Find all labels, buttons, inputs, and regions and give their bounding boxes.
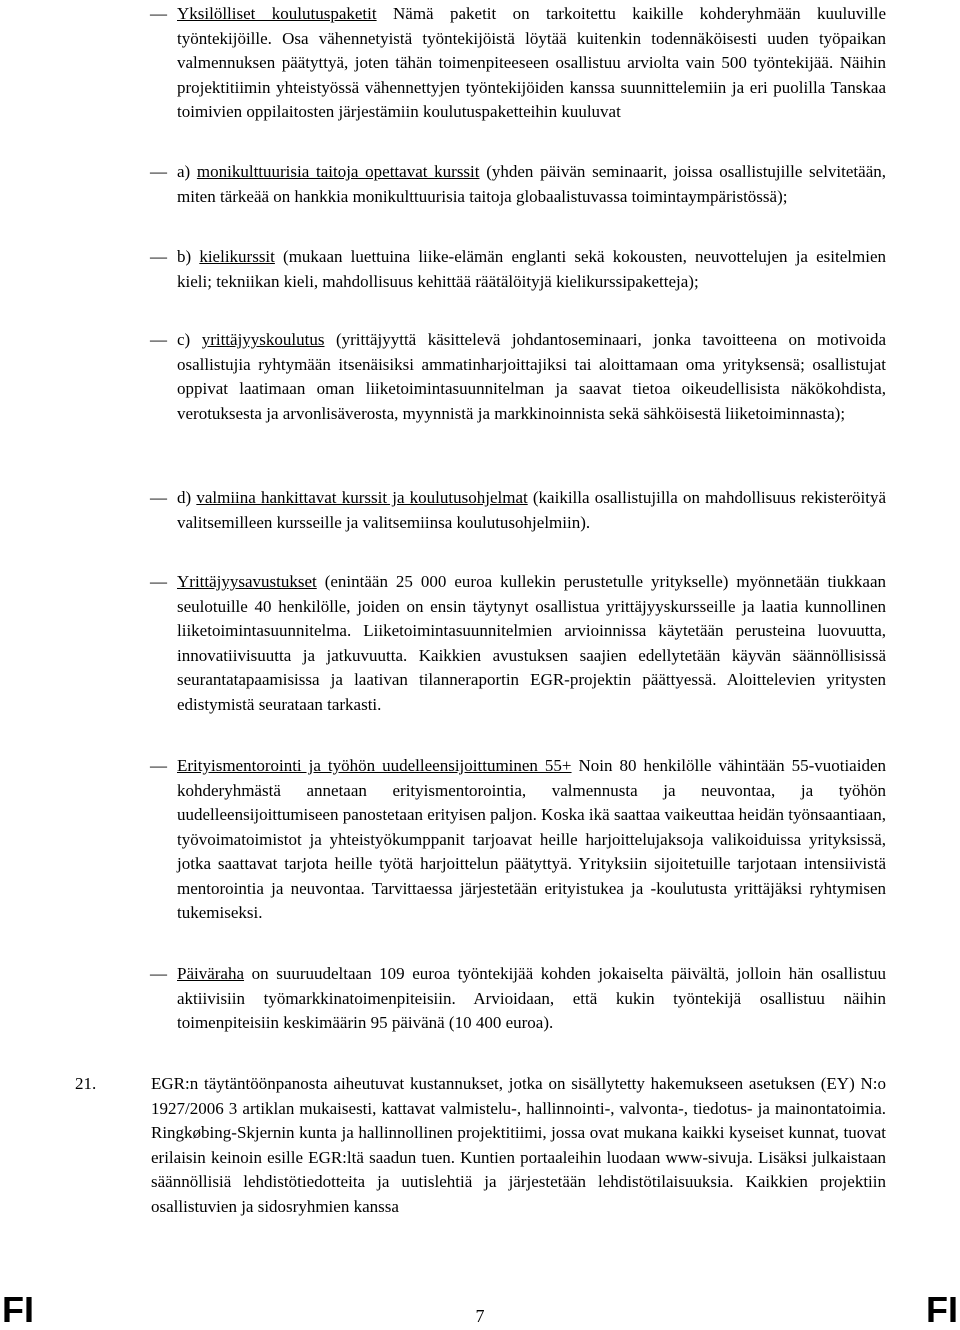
paragraph-special-mentoring (177, 754, 886, 926)
link-term[interactable]: yrittäjyyskoulutus (201, 330, 325, 349)
link-term[interactable]: valmiina hankittavat kurssit ja koulutusohjelmat (196, 488, 528, 507)
paragraph-text: (yrittäjyyttä käsittelevä johdantoseminaari, jonka tavoitteena on motivoida osallistujia ryhtymään itsenäisiksi ammatinharjoittajiksi tai aloittamaan oma yrityksensä; osallistujat oppivat laatimaan oman liiketoimintasuunnitelman ja saavat tietoa oikeudellisista näkökohdista, verotuksesta ja arvonlisäverosta, myynnistä ja markkinoinnista sekä sähköisestä liiketoiminnasta); (177, 330, 886, 423)
paragraph-item-b (177, 245, 886, 294)
paragraph-item-d (177, 486, 886, 535)
bullet-dash: — (150, 572, 167, 591)
link-term[interactable]: Erityismentorointi ja työhön uudelleensijoittuminen 55+ (177, 756, 572, 775)
section-21-text: EGR:n täytäntöönpanosta aiheutuvat kustannukset, jotka on sisällytetty hakemukseen asetuksen (EY) N:o 1927/2006 3 artiklan mukaisesti, kattavat valmistelu-, hallinnointi-, valvonta-, tiedotus- ja mainontatoimia. Ringkøbing-Skjernin kunta ja hallinnollinen projektitiimi, jossa ovat mukana kaikki kyseiset kunnat, tuovat erilaisin keinoin esille EGR:ltä saadun tuen. Kuntien portaaleihin luodaan www-sivuja. Lisäksi julkaistaan säännöllisiä lehdistötiedotteita ja uutislehtiä ja järjestetään lehdistötilaisuuksia. Kaikkien projektiin osallistuvien ja sidosryhmien kanssa (151, 1074, 886, 1216)
paragraph-individual-training (177, 2, 886, 125)
bullet-dash: — (150, 162, 167, 181)
link-term[interactable]: Yksilölliset koulutuspaketit (177, 4, 377, 23)
paragraph-startup-grants (177, 570, 886, 717)
item-prefix: c) (177, 330, 202, 349)
bullet-dash: — (150, 4, 167, 23)
bullet-dash: — (150, 330, 167, 349)
link-term[interactable]: kielikurssit (199, 247, 275, 266)
paragraph-item-a (177, 160, 886, 209)
paragraph-item-c (177, 328, 886, 426)
section-number: 21. (75, 1074, 97, 1093)
paragraph-text: Noin 80 henkilölle vähintään 55-vuotiaiden kohderyhmästä annetaan erityismentorointia, valmennusta ja neuvontaa, ja työhön uudelleensijoittumiseen panostetaan erityisen paljon. Koska ikä saattaa vaikeuttaa heidän työnsaantiaan, työvoimatoimistot ja yhteistyökumppanit tarjoavat heille harjoittelujaksoja valikoiduissa yrityksissä, jotka saattavat tarjota heille työtä harjoittelun päätyttyä. Yrityksiin sijoitetuille tarjotaan intensiivistä mentorointia ja neuvontaa. Tarvittaessa järjestetään erityistukea ja -koulutusta yrittäjäksi ryhtymisen tukemiseksi. (177, 756, 886, 922)
paragraph-text: Nämä paketit on tarkoitettu kaikille kohderyhmään kuuluville työntekijöille. Osa vähennetyistä työntekijöistä löytää kuitenkin todennäköisesti uuden työpaikan valmennuksen päätyttyä, joten tähän toimenpiteeseen osallistuu arviolta vain 500 työntekijää. Näihin projektitiimin yhteistyössä vähennettyjen työntekijöiden kanssa suunnittelemiin ja eri puolilla Tanskaa toimivien oppilaitosten järjestämiin koulutuspaketteihin kuuluvat (177, 4, 886, 121)
item-prefix: d) (177, 488, 197, 507)
bullet-dash: — (150, 964, 167, 983)
paragraph-text: (yhden päivän seminaarit, joissa osallistujille selvitetään, miten tärkeää on hankkia monikulttuurisia taitoja globaalistuvassa toimintaympäristössä); (177, 162, 886, 206)
footer-language-code-right: FI (926, 1289, 958, 1330)
bullet-dash: — (150, 247, 167, 266)
bullet-dash: — (150, 488, 167, 507)
page-number: 7 (475, 1306, 485, 1326)
bullet-dash: — (150, 756, 167, 775)
paragraph-text: (enintään 25 000 euroa kullekin perustetulle yritykselle) myönnetään tiukkaan seulotuille 40 henkilölle, joiden on ensin täytynyt osallistua yrittäjyyskursseille ja laatia kunnollinen liiketoimintasuunnitelma. Liiketoimintasuunnitelmien arvioinnissa käytetään perusteina luovuutta, innovatiivisuutta ja jatkuvuutta. Kaikkien avustuksen saajien edellytetään käyvän säännöllisissä seurantatapaamisissa ja laativan tilanneraportin EGR-projektin päättyessä. Aloittelevien yritysten edistymistä seurataan tarkasti. (177, 572, 886, 714)
paragraph-text: (kaikilla osallistujilla on mahdollisuus rekisteröityä valitsemilleen kursseille ja valitsemiinsa koulutusohjelmiin). (177, 488, 886, 532)
item-prefix: b) (177, 247, 200, 266)
paragraph-daily-allowance (177, 962, 886, 1036)
link-term[interactable]: monikulttuurisia taitoja opettavat kurssit (196, 162, 480, 181)
paragraph-text: on suuruudeltaan 109 euroa työntekijää kohden jokaiselta päivältä, jolloin hän osallistuu aktiivisiin työmarkkinatoimenpiteisiin. Arvioidaan, että kukin työntekijä osallistuu näihin toimenpiteisiin keskimäärin 95 päivänä (10 400 euroa). (177, 964, 886, 1032)
footer-language-code-left: FI (2, 1289, 34, 1330)
link-term[interactable]: Päiväraha (177, 964, 245, 983)
paragraph-text: (mukaan luettuina liike-elämän englanti sekä kokousten, neuvottelujen ja esitelmien kieli; tekniikan kieli, mahdollisuus kehittää räätälöityjä kielikurssipaketteja); (177, 247, 886, 291)
item-prefix: a) (177, 162, 197, 181)
link-term[interactable]: Yrittäjyysavustukset (177, 572, 317, 591)
